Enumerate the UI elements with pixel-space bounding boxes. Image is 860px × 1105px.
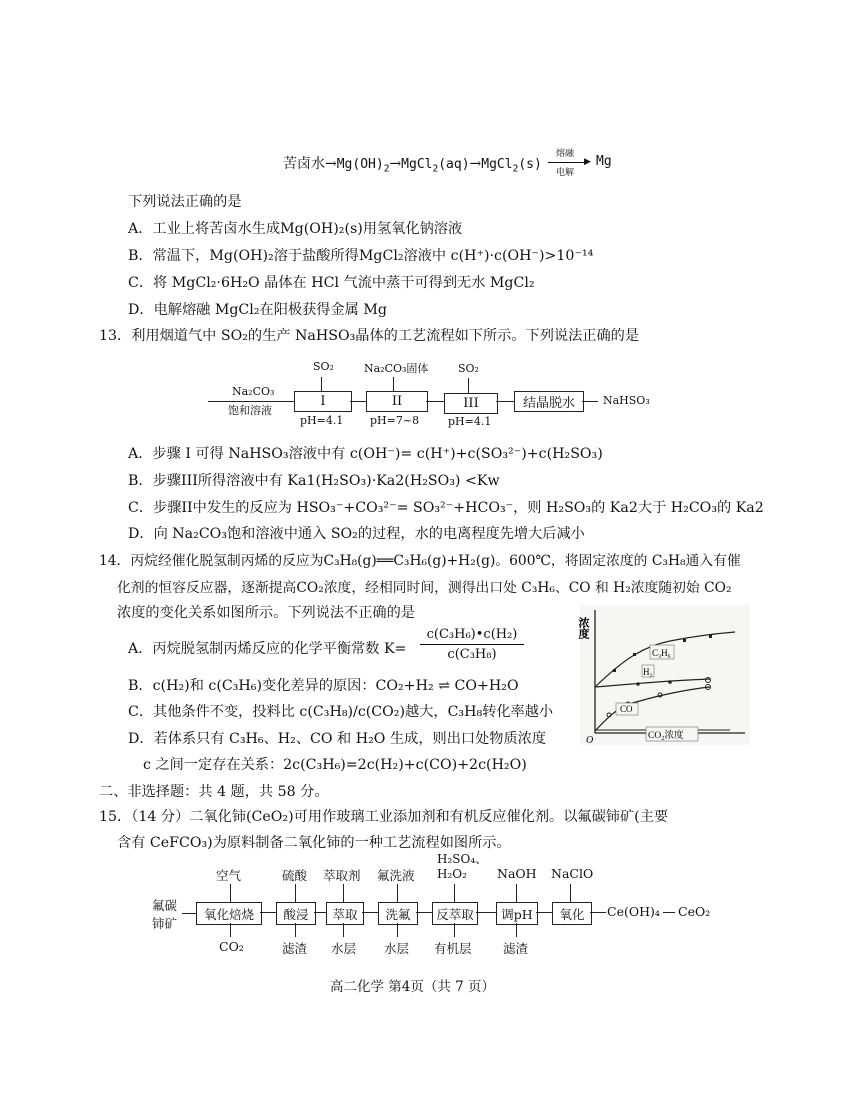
step-box-ph	[496, 902, 538, 925]
input-air: 空气	[216, 868, 242, 883]
step-box-leach	[276, 902, 316, 925]
q14-option-d1: D．若体系只有 C₃H₆、H₂、CO 和 H₂O 生成，则出口处物质浓度	[128, 731, 547, 747]
series-label-h2: H₂	[643, 667, 653, 677]
q14-stem-2: 化剂的恒容反应器，逐渐提高CO₂浓度，经相同时间，测得出口处 C₃H₆、CO 和 H₂浓度随初始 CO₂	[117, 580, 732, 596]
q13-stem: 13．利用烟道气中 SO₂的生产 NaHSO₃晶体的工艺流程如下所示。下列说法正确的是	[99, 328, 640, 344]
flow-above-label: 熔融	[556, 149, 575, 159]
step-box-3-label: III	[463, 396, 479, 411]
k-fraction	[420, 627, 524, 662]
arrow-head-icon: ▶	[584, 157, 591, 167]
flow-end: Mg	[596, 154, 612, 169]
right-arrow-icon	[663, 912, 675, 913]
q12-flow	[283, 153, 542, 175]
step-box-2-label: II	[391, 394, 403, 409]
flow-below-label: 电解	[556, 168, 575, 178]
down-arrow-icon	[321, 377, 322, 391]
k-numerator: c(C₃H₆)•c(H₂)	[426, 627, 518, 642]
right-arrow-icon	[362, 912, 378, 913]
down-arrow-icon	[295, 884, 296, 902]
subscript: 2	[383, 163, 390, 175]
q14-option-b: B．c(H₂)和 c(C₃H₆)变化差异的原因：CO₂+H₂ ⇌ CO+H₂O	[128, 678, 519, 694]
down-arrow-icon	[343, 884, 344, 902]
q14-option-c: C．其他条件不变，投料比 c(C₃H₈)/c(CO₂)越大，C₃H₈转化率越小	[128, 704, 554, 720]
down-arrow-icon	[393, 377, 394, 391]
step-box-wash-label: 洗氟	[385, 906, 411, 922]
origin-label: O	[586, 735, 594, 746]
output-aqueous-1: 水层	[331, 941, 357, 956]
arrow-icon: →	[325, 156, 337, 172]
input-1: SO₂	[313, 360, 334, 373]
series-label-c3h6: C₃H₆	[652, 648, 671, 658]
q12-option-b: B．常温下，Mg(OH)₂溶于盐酸所得MgCl₂溶液中 c(H⁺)·c(OH⁻)>10⁻¹⁴	[128, 248, 594, 264]
q12-option-c: C．将 MgCl₂·6H₂O 晶体在 HCl 气流中蒸干可得到无水 MgCl₂	[128, 275, 535, 291]
right-arrow-icon	[260, 912, 276, 913]
flow-seg-2: Mg(OH)	[336, 157, 384, 172]
down-arrow-icon	[454, 884, 455, 902]
q12-prompt: 下列说法正确的是	[128, 194, 242, 210]
feed-top: Na₂CO₃	[232, 385, 275, 398]
x-axis-label: CO₂浓度	[648, 731, 684, 741]
q14-stem-1: 14．丙烷经催化脱氢制丙烯的反应为C₃H₈(g)══C₃H₆(g)+H₂(g)。600℃，将固定浓度的 C₃H₈通入有催	[99, 553, 741, 569]
down-arrow-icon	[468, 378, 469, 393]
k-denominator: c(C₃H₈)	[447, 647, 497, 662]
product-1: Ce(OH)₄	[607, 904, 660, 919]
ph-1: pH=4.1	[300, 414, 344, 427]
subscript: 2	[432, 163, 439, 175]
output-residue-2: 滤渣	[503, 941, 529, 956]
feed-1: 氟碳	[152, 898, 178, 913]
input-h2o2: H₂O₂	[437, 867, 467, 881]
step-box-leach-label: 酸浸	[283, 906, 309, 922]
flow-seg-4b: (s)	[518, 157, 542, 172]
section-heading: 二、非选择题：共 4 题，共 58 分。	[99, 784, 329, 800]
step-box-back-extract-label: 反萃取	[436, 906, 474, 922]
down-arrow-icon	[570, 884, 571, 902]
down-arrow-icon	[343, 923, 344, 937]
series-label-co: CO	[620, 704, 633, 714]
q12-option-a: A．工业上将苦卤水生成Mg(OH)₂(s)用氢氧化钠溶液	[128, 221, 463, 237]
step-box-oxidize-label: 氧化	[559, 906, 585, 922]
input-3: SO₂	[458, 362, 479, 375]
input-sulfuric: 硫酸	[282, 868, 308, 883]
product: NaHSO₃	[603, 394, 650, 407]
right-arrow-icon	[426, 401, 444, 402]
output-aqueous-2: 水层	[384, 941, 410, 956]
q14-option-a-text: A．丙烷脱氢制丙烯反应的化学平衡常数 K=	[128, 641, 407, 657]
step-box-1-label: I	[320, 394, 326, 409]
step-box-roast-label: 氧化焙烧	[203, 906, 254, 922]
ph-3: pH=4.1	[448, 415, 492, 428]
down-arrow-icon	[295, 923, 296, 937]
down-arrow-icon	[230, 884, 231, 902]
input-naoh: NaOH	[497, 866, 537, 881]
down-arrow-icon	[230, 923, 231, 937]
output-co2: CO₂	[219, 939, 244, 954]
right-arrow-icon	[536, 912, 552, 913]
step-box-oxidize	[552, 902, 592, 925]
feed-bottom: 饱和溶液	[228, 404, 272, 417]
flow-seg-1: 苦卤水	[283, 156, 325, 172]
flow-seg-3: MgCl	[401, 157, 433, 172]
q13-option-c: C．步骤II中发生的反应为 HSO₃⁻+CO₃²⁻= SO₃²⁻+HCO₃⁻，则 H₂SO₃的 Ka2大于 H₂CO₃的 Ka2	[128, 500, 764, 516]
step-box-ph-label: 调pH	[501, 906, 533, 922]
output-residue-1: 滤渣	[282, 941, 308, 956]
q14-option-d2: c 之间一定存在关系：2c(C₃H₆)=2c(H₂)+c(CO)+2c(H₂O)	[143, 757, 527, 773]
right-arrow-icon	[314, 912, 326, 913]
q14-chart	[577, 605, 750, 746]
step-box-roast	[196, 902, 262, 925]
step-box-2	[366, 391, 428, 412]
down-arrow-icon	[516, 923, 517, 937]
product-2: CeO₂	[678, 904, 711, 919]
q13-option-d: D．向 Na₂CO₃饱和溶液中通入 SO₂的过程，水的电离程度先增大后减小	[128, 526, 585, 542]
right-arrow-icon	[416, 912, 432, 913]
q14-option-a	[128, 638, 406, 658]
fraction-bar	[420, 644, 524, 645]
long-arrow-icon	[548, 162, 588, 163]
step-box-wash	[378, 902, 418, 925]
arrow-icon: →	[469, 156, 482, 172]
right-arrow-icon	[582, 401, 598, 402]
point	[613, 669, 616, 672]
flow-seg-3b: (aq)	[438, 157, 470, 172]
input-2: Na₂CO₃固体	[364, 362, 429, 375]
down-arrow-icon	[397, 923, 398, 937]
subscript: 2	[512, 163, 519, 175]
step-box-extract	[326, 902, 364, 925]
step-box-3	[444, 393, 498, 414]
step-box-4	[514, 391, 584, 412]
feed-arrow-icon	[182, 913, 196, 914]
right-arrow-icon	[496, 401, 514, 402]
point	[683, 639, 686, 642]
point	[709, 635, 712, 638]
input-naclo: NaClO	[551, 866, 594, 881]
down-arrow-icon	[397, 884, 398, 902]
q14-stem-3: 浓度的变化关系如图所示。下列说法不正确的是	[117, 605, 415, 621]
y-axis-label: 浓度	[577, 617, 589, 639]
arrow-icon: →	[389, 156, 402, 172]
right-arrow-icon	[350, 401, 366, 402]
page-footer: 高二化学 第4页（共 7 页）	[330, 979, 496, 995]
q13-option-b: B．步骤III所得溶液中有 Ka1(H₂SO₃)·Ka2(H₂SO₃) <Kw	[128, 473, 500, 489]
step-box-4-label: 结晶脱水	[522, 396, 575, 411]
flow-seg-4: MgCl	[481, 157, 513, 172]
output-organic: 有机层	[434, 941, 472, 956]
input-extractant: 萃取剂	[323, 868, 361, 883]
q12-option-d: D．电解熔融 MgCl₂在阳极获得金属 Mg	[128, 302, 387, 318]
point	[633, 653, 636, 656]
q13-option-a: A．步骤 I 可得 NaHSO₃溶液中有 c(OH⁻)= c(H⁺)+c(SO₃²⁻)+c(H₂SO₃)	[128, 446, 603, 462]
ph-2: pH=7~8	[370, 414, 420, 427]
input-wash: 氟洗液	[377, 868, 415, 883]
feed-arrow-icon	[208, 401, 294, 402]
step-box-back-extract	[432, 902, 478, 925]
right-arrow-icon	[476, 912, 496, 913]
q15-stem-2: 含有 CeFCO₃)为原料制备二氧化铈的一种工艺流程如图所示。	[117, 835, 511, 851]
feed-2: 铈矿	[152, 916, 178, 931]
q15-stem-1: 15．（14 分）二氧化铈(CeO₂)可用作玻璃工业添加剂和有机反应催化剂。以氟碳铈矿(主要	[99, 809, 669, 825]
down-arrow-icon	[516, 884, 517, 902]
step-box-1	[294, 391, 352, 412]
down-arrow-icon	[454, 923, 455, 937]
input-h2so4: H₂SO₄、	[437, 852, 488, 866]
right-arrow-icon	[590, 912, 606, 913]
step-box-extract-label: 萃取	[332, 906, 358, 922]
